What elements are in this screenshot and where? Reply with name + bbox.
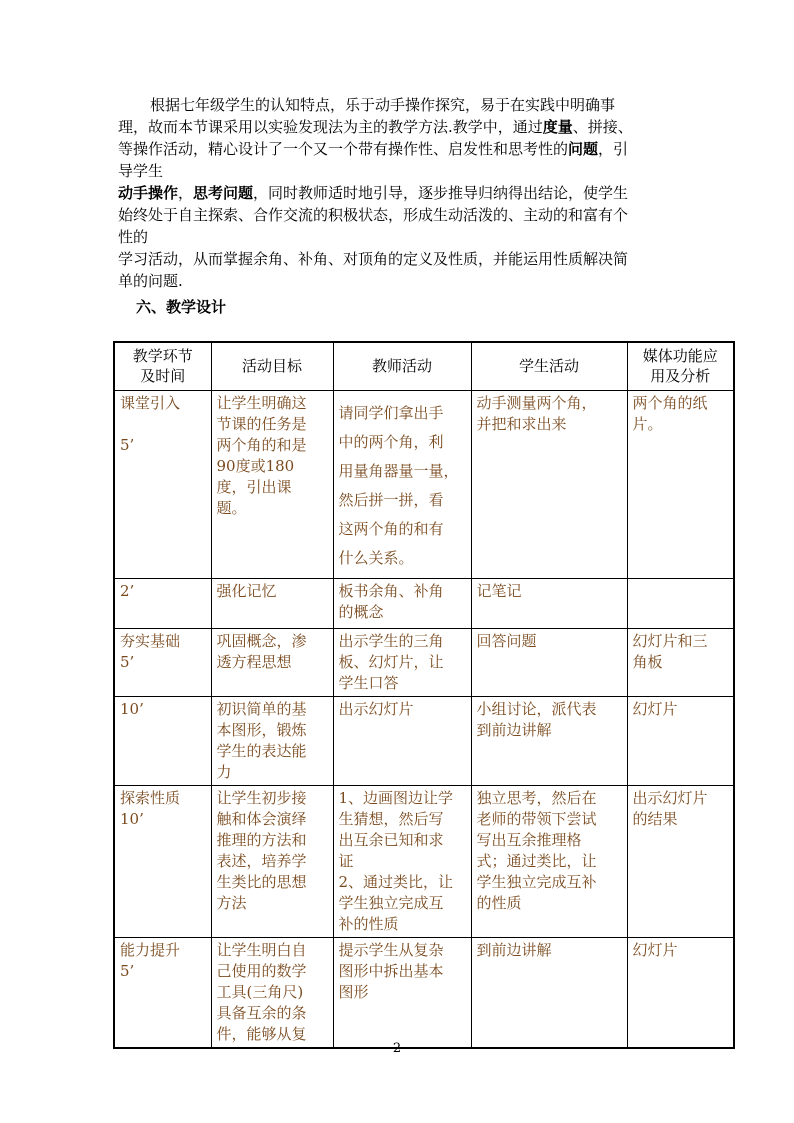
- cell-teacher: 出示幻灯片: [333, 696, 471, 785]
- intro-paragraph: [118, 94, 678, 292]
- table-row: [114, 578, 734, 628]
- cell-media: 幻灯片: [627, 696, 734, 785]
- cell-teacher: 板书余角、补角 的概念: [333, 578, 471, 628]
- cell-goal: 让学生明确这 节课的任务是 两个角的和是 90度或180 度，引出课 题。: [211, 390, 333, 578]
- cell-stage: 夯实基础 5’: [114, 628, 211, 696]
- cell-teacher: 1、边画图边让学 生猜想，然后写 出互余已知和求 证 2、通过类比，让 学生独立完成互 补的性质: [333, 785, 471, 937]
- intro-line: 性的: [118, 228, 149, 246]
- cell-goal: 强化记忆: [211, 578, 333, 628]
- cell-student: 动手测量两个角， 并把和求出来: [471, 390, 627, 578]
- cell-goal: 巩固概念，渗 透方程思想: [211, 628, 333, 696]
- header-stage: 教学环节 及时间: [114, 342, 211, 390]
- header-media: 媒体功能应 用及分析: [627, 342, 734, 390]
- table-row: [114, 628, 734, 696]
- cell-stage: 2’: [114, 578, 211, 628]
- cell-student: 小组讨论，派代表 到前边讲解: [471, 696, 627, 785]
- cell-student: 独立思考，然后在 老师的带领下尝试 写出互余推理格 式；通过类比，让 学生独立完成互补 的性质: [471, 785, 627, 937]
- table-row: [114, 785, 734, 937]
- table-row: [114, 696, 734, 785]
- intro-line: 动手操作，思考问题，同时教师适时地引导，逐步推导归纳得出结论，使学生: [118, 184, 629, 202]
- table-row: [114, 390, 734, 578]
- cell-teacher: 请同学们拿出手 中的两个角，利 用量角器量一量， 然后拼一拼，看 这两个角的和有 什么关系。: [333, 390, 471, 578]
- cell-teacher: 出示学生的三角 板、幻灯片，让 学生口答: [333, 628, 471, 696]
- cell-media: 出示幻灯片 的结果: [627, 785, 734, 937]
- cell-teacher: 提示学生从复杂 图形中拆出基本 图形: [333, 937, 471, 1048]
- intro-line: 始终处于自主探索、合作交流的积极状态，形成生动活泼的、主动的和富有个: [118, 206, 629, 224]
- header-teacher: 教师活动: [333, 342, 471, 390]
- cell-goal: 让学生初步接 触和体会演绎 推理的方法和 表述，培养学 生类比的思想 方法: [211, 785, 333, 937]
- table-header-row: [114, 342, 734, 390]
- page-number: 2: [392, 1041, 402, 1056]
- cell-student: 回答问题: [471, 628, 627, 696]
- cell-stage: 10’: [114, 696, 211, 785]
- section-heading: 六、教学设计: [136, 298, 227, 316]
- table-row: [114, 937, 734, 1048]
- cell-media: 幻灯片和三 角板: [627, 628, 734, 696]
- intro-line: 等操作活动，精心设计了一个又一个带有操作性、启发性和思考性的问题，引: [118, 140, 629, 158]
- intro-line: 学习活动，从而掌握余角、补角、对顶角的定义及性质，并能运用性质解决简: [118, 250, 629, 268]
- header-student: 学生活动: [471, 342, 627, 390]
- intro-line: 导学生: [118, 162, 164, 180]
- intro-line: 单的问题.: [118, 272, 183, 290]
- cell-media: [627, 578, 734, 628]
- cell-goal: 让学生明白自 己使用的数学 工具(三角尺) 具备互余的条 件，能够从复: [211, 937, 333, 1048]
- intro-line: 根据七年级学生的认知特点，乐于动手操作探究，易于在实践中明确事: [150, 96, 616, 114]
- cell-goal: 初识简单的基 本图形，锻炼 学生的表达能 力: [211, 696, 333, 785]
- header-goal: 活动目标: [211, 342, 333, 390]
- cell-stage: 课堂引入 5’: [114, 390, 211, 578]
- cell-media: 幻灯片: [627, 937, 734, 1048]
- intro-line: 理，故而本节课采用以实验发现法为主的教学方法.教学中，通过度量、拼接、: [118, 118, 633, 136]
- cell-student: 记笔记: [471, 578, 627, 628]
- teaching-design-table: [113, 341, 735, 1049]
- cell-stage: 探索性质 10’: [114, 785, 211, 937]
- cell-student: 到前边讲解: [471, 937, 627, 1048]
- cell-media: 两个角的纸 片。: [627, 390, 734, 578]
- cell-stage: 能力提升 5’: [114, 937, 211, 1048]
